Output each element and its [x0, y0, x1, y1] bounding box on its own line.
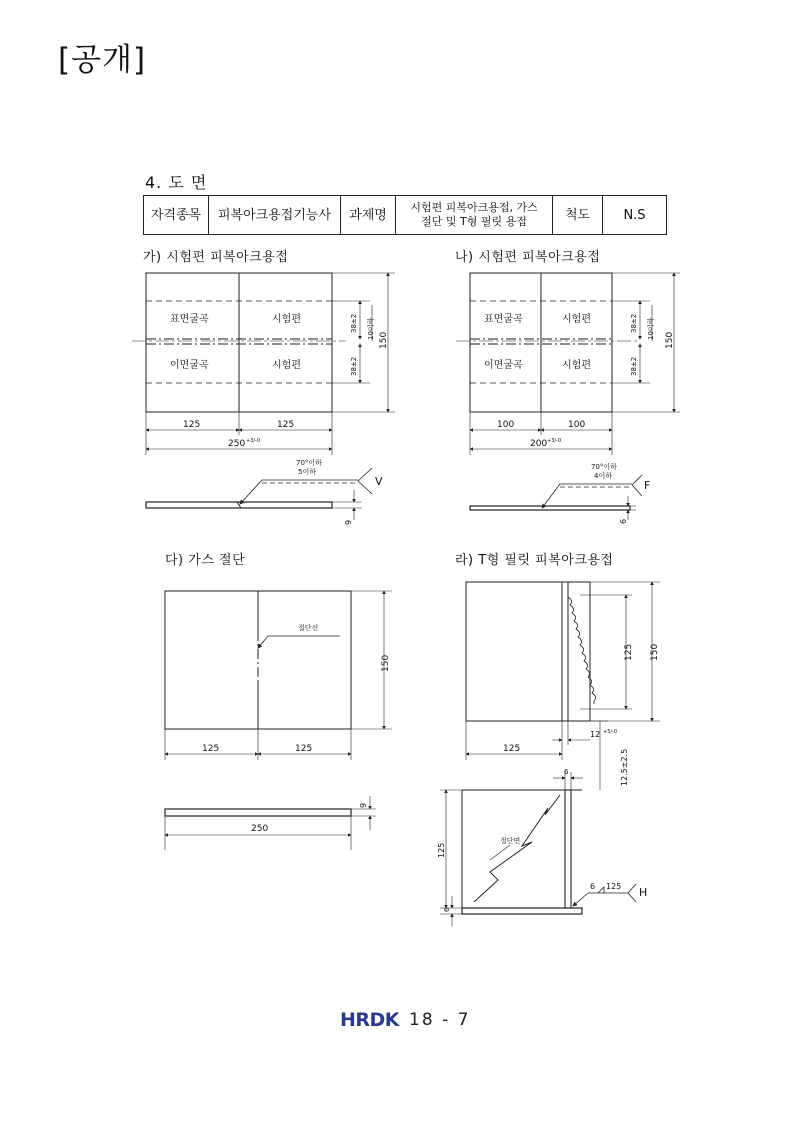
ga-dim-side-bottom: 38±2: [350, 356, 358, 376]
da-dim-thickness: 9: [359, 802, 368, 808]
na-dim-left: 100: [497, 420, 515, 430]
category-value: 피복아크용접기능사: [209, 196, 341, 235]
ga-label-specimen-top: 시험편: [272, 314, 301, 325]
na-dim-total-tol: +3/-0: [547, 438, 562, 444]
task-line-1: 시험편 피복아크용접, 가스: [410, 201, 538, 214]
ra-dim-left-side: 125: [437, 842, 446, 858]
na-dim-side-bottom: 38±2: [630, 356, 638, 376]
na-dim-10: 10이하: [647, 317, 655, 340]
ga-dim-left: 125: [183, 420, 201, 430]
ga-weld-symbol: V: [375, 475, 383, 488]
drawing-ga: [132, 273, 395, 520]
na-dim-height: 150: [665, 331, 675, 349]
da-dim-height: 150: [381, 654, 391, 672]
disclosure-stamp: [공개]: [58, 42, 147, 78]
na-dim-thickness: 6: [619, 518, 628, 524]
drawing-ra-title: 라) T형 필릿 피복아크용접: [455, 553, 614, 568]
ga-dim-total: 250: [228, 439, 246, 449]
ra-dim-height-inner: 125: [624, 643, 634, 661]
ra-weld-symbol: H: [639, 886, 648, 899]
na-weld-symbol: F: [644, 479, 651, 492]
label-task: 과제명: [341, 196, 396, 235]
da-cut-line-label: 절단선: [298, 624, 319, 632]
section-title: 4. 도 면: [145, 173, 208, 192]
na-label-specimen-top: 시험편: [562, 314, 591, 325]
ra-dim-offset: 12.5±2.5: [620, 748, 629, 786]
label-category: 자격종목: [144, 196, 209, 235]
label-scale: 척도: [553, 196, 603, 235]
na-label-face-bend: 표면굴곡: [484, 314, 523, 325]
ga-dim-total-tol: +3/-0: [246, 438, 261, 444]
ga-dim-side-top: 38±2: [350, 313, 358, 333]
na-weld-angle: 70°이하: [591, 463, 617, 471]
drawing-na-title: 나) 시험편 피복아크용접: [455, 250, 601, 265]
ga-dim-10: 10이하: [367, 317, 375, 340]
ga-dim-thickness: 9: [344, 519, 353, 525]
na-label-specimen-bottom: 시험편: [562, 360, 591, 371]
na-weld-gap: 4이하: [594, 472, 612, 480]
na-dim-right: 100: [568, 420, 586, 430]
drawing-ga-title: 가) 시험편 피복아크용접: [143, 250, 289, 265]
ga-label-specimen-bottom: 시험편: [272, 360, 301, 371]
ra-dim-gap: 12: [590, 730, 601, 739]
ra-dim-bottom: 125: [503, 744, 521, 754]
ga-dim-right: 125: [277, 420, 295, 430]
da-dim-length: 250: [251, 824, 269, 834]
ra-dim-base-thickness: 6: [443, 907, 451, 912]
ga-weld-gap: 5이하: [298, 468, 316, 476]
ga-label-root-bend: 이면굴곡: [170, 360, 209, 371]
ra-dim-height-outer: 150: [650, 643, 660, 661]
task-line-2: 절단 및 T형 필릿 용접: [421, 215, 527, 228]
page-number: 18 - 7: [409, 1010, 471, 1030]
ra-weld-length: 125: [606, 882, 622, 891]
ga-weld-angle: 70°이하: [296, 459, 322, 467]
scale-value: N.S: [603, 196, 667, 235]
ra-dim-top: 6: [564, 768, 569, 776]
page-footer: [340, 1008, 470, 1032]
ra-weld-size: 6: [590, 882, 596, 891]
hrdk-logo: HRDK: [340, 1009, 400, 1031]
ra-cut-face-label: 절단면: [500, 837, 521, 845]
na-dim-total: 200: [530, 439, 548, 449]
na-dim-side-top: 38±2: [630, 313, 638, 333]
drawing-da-title: 다) 가스 절단: [165, 553, 246, 568]
ga-dim-height: 150: [379, 331, 389, 349]
ra-dim-gap-tol: +5/-0: [603, 729, 618, 735]
na-label-root-bend: 이면굴곡: [484, 360, 523, 371]
drawing-da: [165, 591, 392, 850]
da-dim-right: 125: [295, 744, 313, 754]
da-dim-left: 125: [202, 744, 220, 754]
ga-label-face-bend: 표면굴곡: [170, 314, 209, 325]
drawing-ra-labels: [437, 644, 660, 912]
